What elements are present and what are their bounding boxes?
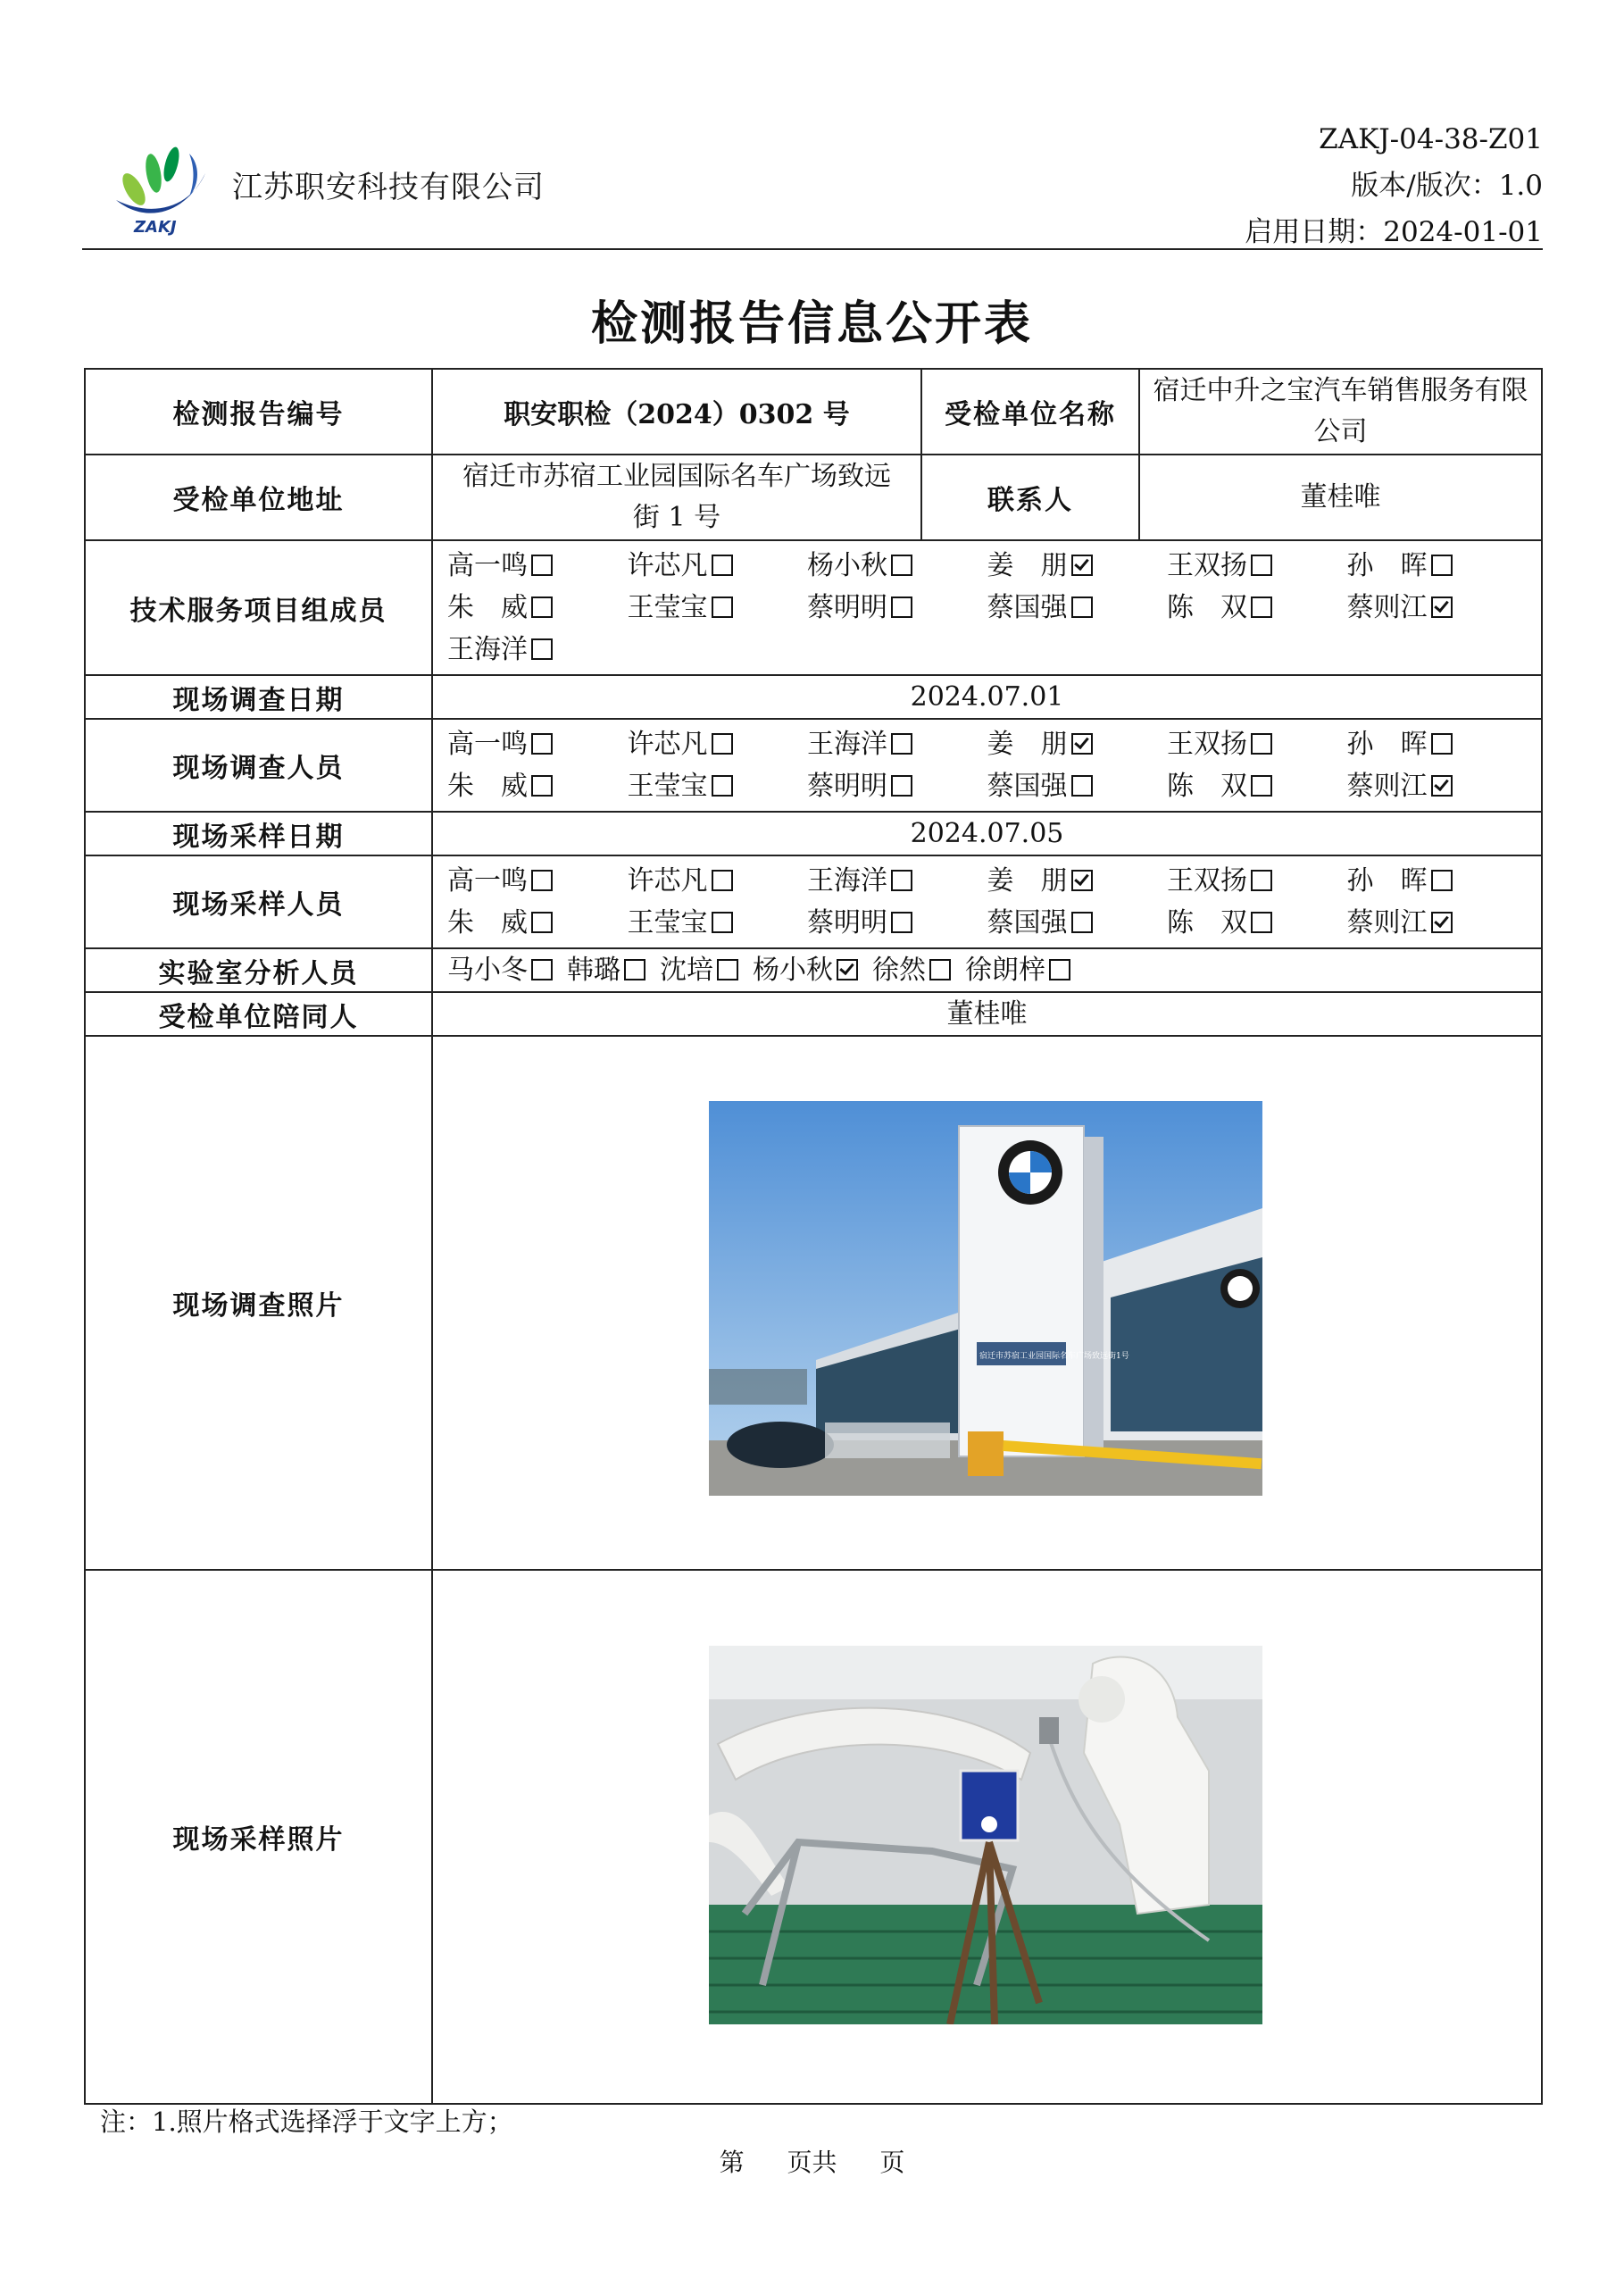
unchecked-checkbox-icon[interactable] (712, 733, 733, 755)
checked-checkbox-icon[interactable] (1431, 775, 1453, 797)
staff-name: 沈培 (660, 954, 713, 986)
staff-entry (447, 629, 628, 671)
tech-staff-list (433, 541, 1541, 674)
staff-entry (987, 587, 1168, 629)
unchecked-checkbox-icon[interactable] (891, 555, 912, 576)
report-no-label: 检测报告编号 (85, 369, 432, 455)
unchecked-checkbox-icon[interactable] (1431, 870, 1453, 891)
staff-entry (447, 587, 628, 629)
staff-name: 蔡明明 (807, 771, 887, 802)
page-footer (0, 2143, 1624, 2179)
unchecked-checkbox-icon[interactable] (1251, 775, 1272, 797)
unchecked-checkbox-icon[interactable] (891, 775, 912, 797)
table-row (85, 992, 1542, 1036)
unchecked-checkbox-icon[interactable] (712, 870, 733, 891)
staff-name: 朱 威 (447, 592, 528, 623)
unchecked-checkbox-icon[interactable] (1071, 912, 1093, 933)
staff-entry (807, 860, 987, 902)
staff-name: 姜 朋 (987, 550, 1068, 581)
unchecked-checkbox-icon[interactable] (1071, 597, 1093, 618)
survey-photo (709, 1101, 1262, 1496)
unchecked-checkbox-icon[interactable] (531, 733, 553, 755)
staff-name: 马小冬 (447, 954, 528, 986)
unchecked-checkbox-icon[interactable] (712, 912, 733, 933)
unchecked-checkbox-icon[interactable] (1251, 912, 1272, 933)
staff-entry (1347, 723, 1528, 765)
staff-name: 王海洋 (807, 729, 887, 760)
staff-name: 王海洋 (807, 865, 887, 897)
staff-entry (807, 545, 987, 587)
sample-photo-label: 现场采样照片 (85, 1570, 432, 2104)
sample-photo (709, 1646, 1262, 2024)
table-row (85, 369, 1542, 455)
staff-entry (753, 951, 858, 990)
unchecked-checkbox-icon[interactable] (929, 959, 951, 980)
staff-name: 王海洋 (447, 634, 528, 665)
checked-checkbox-icon[interactable] (1071, 870, 1093, 891)
staff-name: 孙 晖 (1346, 550, 1428, 581)
document-version: 版本/版次：1.0 (1351, 170, 1543, 202)
table-row (85, 1036, 1542, 1570)
checked-checkbox-icon[interactable] (1431, 912, 1453, 933)
checked-checkbox-icon[interactable] (837, 959, 858, 980)
unchecked-checkbox-icon[interactable] (1251, 733, 1272, 755)
staff-entry (965, 951, 1070, 990)
staff-entry (447, 902, 628, 944)
survey-staff-label: 现场调查人员 (85, 719, 432, 812)
staff-name: 王莹宝 (627, 771, 708, 802)
document-header (82, 116, 1543, 250)
footnote: 注：1.照片格式选择浮于文字上方； (100, 2107, 513, 2137)
survey-staff-list (433, 720, 1541, 811)
staff-name: 王双扬 (1167, 865, 1247, 897)
staff-entry (660, 951, 738, 990)
staff-entry (1347, 587, 1528, 629)
document-meta (1245, 116, 1543, 255)
staff-entry (447, 723, 628, 765)
contact-label: 联系人 (921, 455, 1139, 540)
staff-entry (1347, 902, 1528, 944)
unchecked-checkbox-icon[interactable] (891, 912, 912, 933)
table-row (85, 1570, 1542, 2104)
unchecked-checkbox-icon[interactable] (531, 775, 553, 797)
unchecked-checkbox-icon[interactable] (531, 638, 553, 660)
staff-entry (1167, 765, 1347, 807)
lab-staff-list (433, 951, 1541, 990)
unchecked-checkbox-icon[interactable] (712, 597, 733, 618)
staff-name: 蔡则江 (1346, 907, 1428, 939)
escort-label: 受检单位陪同人 (85, 992, 432, 1036)
staff-name: 王莹宝 (627, 592, 708, 623)
staff-entry (447, 860, 628, 902)
checked-checkbox-icon[interactable] (1071, 555, 1093, 576)
staff-name: 孙 晖 (1346, 865, 1428, 897)
unchecked-checkbox-icon[interactable] (712, 555, 733, 576)
staff-entry (1167, 902, 1347, 944)
staff-entry (628, 765, 808, 807)
page-mid-label: 页共 (787, 2148, 837, 2177)
staff-name: 许芯凡 (627, 550, 708, 581)
unchecked-checkbox-icon[interactable] (1251, 597, 1272, 618)
unchecked-checkbox-icon[interactable] (624, 959, 645, 980)
lab-staff-cell (432, 948, 1542, 992)
staff-name: 姜 朋 (987, 865, 1068, 897)
staff-entry (807, 723, 987, 765)
staff-name: 杨小秋 (753, 954, 833, 986)
page-title: 检测报告信息公开表 (590, 297, 1033, 351)
company-name: 江苏职安科技有限公司 (232, 170, 545, 205)
staff-name: 姜 朋 (987, 729, 1068, 760)
staff-entry (987, 902, 1168, 944)
sample-photo-cell (432, 1570, 1542, 2104)
staff-entry (628, 860, 808, 902)
page-end-label: 页 (879, 2148, 905, 2177)
staff-entry (447, 951, 553, 990)
staff-name: 陈 双 (1167, 771, 1247, 802)
staff-name: 蔡国强 (987, 771, 1068, 802)
staff-name: 蔡国强 (987, 907, 1068, 939)
tech-staff-cell (432, 540, 1542, 675)
unchecked-checkbox-icon[interactable] (531, 555, 553, 576)
unchecked-checkbox-icon[interactable] (1049, 959, 1070, 980)
staff-name: 蔡明明 (807, 592, 887, 623)
staff-name: 陈 双 (1167, 907, 1247, 939)
staff-name: 徐朗梓 (965, 954, 1045, 986)
staff-name: 韩璐 (567, 954, 620, 986)
staff-entry (447, 545, 628, 587)
page-label: 第 (719, 2148, 745, 2177)
staff-name: 蔡则江 (1346, 592, 1428, 623)
sample-staff-label: 现场采样人员 (85, 855, 432, 948)
staff-entry (1347, 545, 1528, 587)
unchecked-checkbox-icon[interactable] (1251, 870, 1272, 891)
staff-entry (807, 765, 987, 807)
table-row (85, 855, 1542, 948)
staff-entry (1167, 545, 1347, 587)
survey-staff-cell (432, 719, 1542, 812)
staff-entry (1167, 860, 1347, 902)
staff-name: 蔡明明 (807, 907, 887, 939)
effective-date: 启用日期：2024-01-01 (1245, 216, 1543, 248)
staff-name: 蔡国强 (987, 592, 1068, 623)
staff-entry (1167, 587, 1347, 629)
unchecked-checkbox-icon[interactable] (531, 597, 553, 618)
staff-entry (872, 951, 951, 990)
table-row (85, 812, 1542, 855)
staff-entry (628, 723, 808, 765)
escort-value: 董桂唯 (432, 992, 1542, 1036)
staff-name: 蔡则江 (1346, 771, 1428, 802)
sample-date-label: 现场采样日期 (85, 812, 432, 855)
staff-entry (1347, 860, 1528, 902)
staff-name: 徐然 (872, 954, 926, 986)
header-divider (82, 248, 1543, 250)
staff-name: 陈 双 (1167, 592, 1247, 623)
report-no-value: 职安职检（2024）0302 号 (432, 369, 921, 455)
staff-name: 许芯凡 (627, 865, 708, 897)
report-table (84, 368, 1543, 2105)
unchecked-checkbox-icon[interactable] (717, 959, 738, 980)
staff-name: 许芯凡 (627, 729, 708, 760)
checked-checkbox-icon[interactable] (1071, 733, 1093, 755)
checked-checkbox-icon[interactable] (1431, 597, 1453, 618)
staff-name: 王双扬 (1167, 550, 1247, 581)
survey-date-label: 现场调查日期 (85, 675, 432, 719)
logo-text: ZAKJ (134, 218, 177, 236)
table-row (85, 540, 1542, 675)
unit-name-label: 受检单位名称 (921, 369, 1139, 455)
sample-date-value: 2024.07.05 (432, 812, 1542, 855)
unchecked-checkbox-icon[interactable] (891, 733, 912, 755)
unchecked-checkbox-icon[interactable] (891, 870, 912, 891)
contact-value: 董桂唯 (1139, 455, 1542, 540)
staff-name: 王双扬 (1167, 729, 1247, 760)
staff-name: 高一鸣 (447, 865, 528, 897)
unchecked-checkbox-icon[interactable] (531, 912, 553, 933)
staff-entry (807, 587, 987, 629)
unchecked-checkbox-icon[interactable] (531, 870, 553, 891)
unchecked-checkbox-icon[interactable] (531, 959, 553, 980)
staff-name: 杨小秋 (807, 550, 887, 581)
address-label: 受检单位地址 (85, 455, 432, 540)
survey-photo-label: 现场调查照片 (85, 1036, 432, 1570)
company-logo (107, 138, 214, 236)
staff-entry (567, 951, 645, 990)
staff-entry (987, 860, 1168, 902)
survey-photo-cell (432, 1036, 1542, 1570)
unit-name-value: 宿迁中升之宝汽车销售服务有限公司 (1139, 369, 1542, 455)
survey-date-value: 2024.07.01 (432, 675, 1542, 719)
staff-name: 朱 威 (447, 907, 528, 939)
staff-entry (628, 545, 808, 587)
sample-staff-list (433, 856, 1541, 947)
unchecked-checkbox-icon[interactable] (1431, 733, 1453, 755)
table-row (85, 948, 1542, 992)
staff-entry (987, 545, 1168, 587)
lab-staff-label: 实验室分析人员 (85, 948, 432, 992)
unchecked-checkbox-icon[interactable] (712, 775, 733, 797)
table-row (85, 455, 1542, 540)
staff-name: 高一鸣 (447, 550, 528, 581)
staff-entry (987, 765, 1168, 807)
unchecked-checkbox-icon[interactable] (1251, 555, 1272, 576)
unchecked-checkbox-icon[interactable] (1071, 775, 1093, 797)
staff-entry (447, 765, 628, 807)
staff-entry (807, 902, 987, 944)
staff-name: 孙 晖 (1346, 729, 1428, 760)
document-code: ZAKJ-04-38-Z01 (1319, 123, 1543, 155)
sample-staff-cell (432, 855, 1542, 948)
unchecked-checkbox-icon[interactable] (891, 597, 912, 618)
staff-entry (1347, 765, 1528, 807)
staff-name: 朱 威 (447, 771, 528, 802)
table-row (85, 719, 1542, 812)
staff-entry (987, 723, 1168, 765)
unchecked-checkbox-icon[interactable] (1431, 555, 1453, 576)
tech-staff-label: 技术服务项目组成员 (85, 540, 432, 675)
staff-name: 王莹宝 (627, 907, 708, 939)
address-value: 宿迁市苏宿工业园国际名车广场致远街 1 号 (432, 455, 921, 540)
sign-text: 宿迁市苏宿工业园国际名车广场致远街1号 (979, 1352, 1129, 1361)
staff-entry (628, 587, 808, 629)
table-row (85, 675, 1542, 719)
staff-entry (628, 902, 808, 944)
staff-entry (1167, 723, 1347, 765)
staff-name: 高一鸣 (447, 729, 528, 760)
